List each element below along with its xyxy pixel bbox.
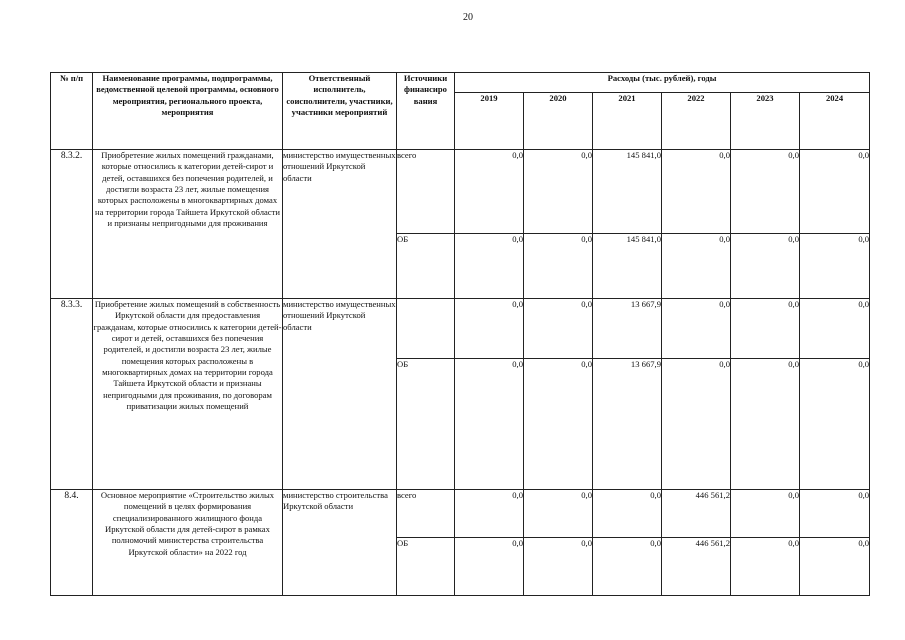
value-cell: 0,0 [731,490,800,538]
header-expenses: Расходы (тыс. рублей), годы [455,73,870,93]
row-name: Основное мероприятие «Строительство жилых помещений в целях формирования специализированного жилищного фонда Иркутской области для детей-сирот в рамках полномочий министерства строительства Иркутской области» на 2022 год [93,490,283,596]
value-cell: 0,0 [524,299,593,359]
row-responsible: министерство строительства Иркутской области [283,490,397,596]
value-cell: 0,0 [524,490,593,538]
header-year: 2019 [455,93,524,150]
value-cell: 0,0 [455,538,524,596]
value-cell: 0,0 [455,359,524,490]
row-name: Приобретение жилых помещений в собственность Иркутской области для предоставления гражданам, которые относились к категории детей-сирот и детей, оставшихся без попечения родителей, и достигли возраста 23 лет, жилые помещения которых расположены в многоквартирных домах на территории города Тайшета Иркутской области и признаны непригодными для проживания, по договорам приватизации жилых помещений [93,299,283,490]
value-cell: 0,0 [731,150,800,234]
table-row [51,299,870,359]
value-cell: 0,0 [800,234,870,299]
table-header [51,73,870,150]
value-cell: 446 561,2 [662,538,731,596]
value-cell: 0,0 [800,359,870,490]
value-cell: 0,0 [731,299,800,359]
page-number: 20 [463,12,473,23]
value-cell: 0,0 [455,490,524,538]
value-cell: 0,0 [731,538,800,596]
header-no: № п/п [51,73,93,150]
value-cell: 13 667,9 [593,359,662,490]
value-cell: 0,0 [662,150,731,234]
header-year: 2023 [731,93,800,150]
header-responsible: Ответственный исполнитель, соисполнители, участники, участники мероприятий [283,73,397,150]
row-number: 8.4. [51,490,93,596]
table-row [51,490,870,538]
value-cell: 0,0 [800,150,870,234]
value-cell: 0,0 [593,490,662,538]
row-number: 8.3.2. [51,150,93,299]
value-cell: 446 561,2 [662,490,731,538]
header-year: 2022 [662,93,731,150]
row-responsible: министерство имущественных отношений Иркутской области [283,150,397,299]
value-cell: 0,0 [800,490,870,538]
header-year: 2020 [524,93,593,150]
table-row [51,150,870,234]
value-cell: 0,0 [731,234,800,299]
value-cell: 0,0 [662,359,731,490]
value-cell: 0,0 [662,234,731,299]
value-cell: 0,0 [455,299,524,359]
value-cell: 0,0 [524,538,593,596]
header-name: Наименование программы, подпрограммы, ведомственной целевой программы, основного мероприятия, регионального проекта, мероприятия [93,73,283,150]
value-cell: 0,0 [800,299,870,359]
value-cell: 0,0 [593,538,662,596]
value-cell: 0,0 [800,538,870,596]
row-responsible: министерство имущественных отношений Иркутской области [283,299,397,490]
value-cell: 145 841,0 [593,234,662,299]
row-source: ОБ [397,234,455,299]
header-year: 2021 [593,93,662,150]
budget-table [50,72,870,596]
value-cell: 0,0 [524,150,593,234]
value-cell: 0,0 [662,299,731,359]
row-source: ОБ [397,359,455,490]
row-number: 8.3.3. [51,299,93,490]
row-source: всего [397,150,455,234]
header-year: 2024 [800,93,870,150]
value-cell: 0,0 [524,234,593,299]
value-cell: 145 841,0 [593,150,662,234]
value-cell: 0,0 [455,234,524,299]
row-source: ОБ [397,538,455,596]
row-source: всего [397,490,455,538]
row-name: Приобретение жилых помещений гражданами, которые относились к категории детей-сирот и детей, оставшихся без попечения родителей, и достигли возраста 23 лет, жилые помещения которых расположены в многоквартирных домах на территории города Тайшета Иркутской области и признаны непригодными для проживания [93,150,283,299]
row-source [397,299,455,359]
value-cell: 0,0 [455,150,524,234]
value-cell: 13 667,9 [593,299,662,359]
value-cell: 0,0 [731,359,800,490]
header-sources: Источники финансиро вания [397,73,455,150]
value-cell: 0,0 [524,359,593,490]
